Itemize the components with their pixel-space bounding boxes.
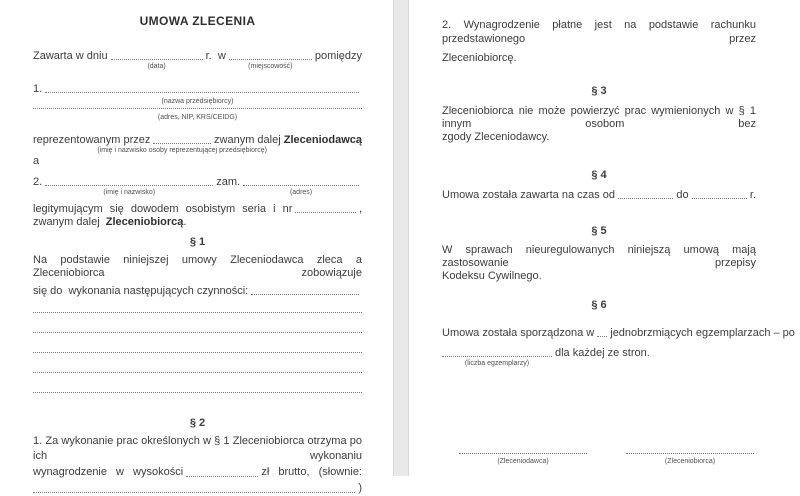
contractor-period: . — [183, 216, 187, 228]
section-1-line-2 — [33, 285, 362, 298]
contractor-term: Zleceniobiorcą — [105, 216, 184, 228]
section-4-text-pre: Umowa została zawarta na czas od — [442, 189, 616, 201]
tasks-blank-line-1 — [33, 298, 362, 313]
copies-hint-label: (liczba egzemplarzy) — [464, 360, 530, 367]
representative-text-mid: zwanym dalej — [214, 134, 281, 146]
contractor-text-pre: zwanym dalej — [33, 216, 100, 228]
document-page-1 — [0, 0, 393, 494]
section-6-heading: § 6 — [591, 299, 607, 311]
conjunction-a: a — [33, 155, 40, 167]
id-card-comma: , — [358, 203, 362, 215]
clause-2-line-1: 2. Wynagrodzenie płatne jest na podstawie rachunku przedstawionego przez — [442, 19, 756, 45]
section-2-heading: § 2 — [189, 417, 206, 429]
principal-signature-block — [459, 453, 587, 466]
company-name-blank — [45, 92, 359, 93]
tasks-blank-line-4 — [33, 353, 362, 373]
party1-number: 1. — [33, 83, 43, 95]
section-6-line-1 — [442, 326, 795, 340]
date-blank — [111, 59, 203, 70]
section-6-text-b: jednobrzmiących egzemplarzach – po — [610, 327, 795, 339]
section-5-line-1: W sprawach nieuregulowanych niniejszą umową mają zastosowanie przepisy — [442, 244, 756, 269]
section-5-heading: § 5 — [591, 225, 607, 237]
signatures-row — [442, 453, 756, 466]
principal-signature-line — [459, 453, 587, 454]
id-card-line — [33, 203, 362, 216]
representative-line — [33, 133, 362, 154]
date-hint-label: (data) — [147, 63, 166, 70]
section-2-text-a: wynagrodzenie w wysokości — [33, 466, 184, 478]
clause-2-line-2: Zleceniobiorcę. — [442, 52, 517, 64]
amount-words-blank — [33, 492, 355, 493]
party2-line — [33, 175, 362, 196]
date-to-blank — [692, 198, 747, 199]
intro-text-mid: r. w — [205, 50, 226, 62]
company-address-blank — [33, 108, 362, 109]
principal-signature-label: (Zleceniodawca) — [497, 458, 549, 465]
date-from-blank — [618, 198, 673, 199]
copies-blank — [442, 356, 552, 367]
copies-count-blank — [597, 336, 607, 337]
section-2-line-3 — [33, 481, 362, 496]
representative-hint-label: (imię i nazwisko osoby reprezentującej przedsiębiorcę) — [97, 147, 268, 154]
document-page-2 — [409, 0, 800, 476]
amount-blank — [186, 476, 258, 477]
section-1-text: się do wykonania następujących czynności: — [33, 285, 249, 297]
party2-number: 2. — [33, 176, 43, 188]
party2-name-hint-label: (imię i nazwisko) — [103, 189, 156, 196]
section-6-line-2 — [442, 346, 756, 367]
id-number-blank — [295, 212, 356, 213]
document-title: UMOWA ZLECENIA — [139, 14, 256, 28]
section-2-closing-paren: ) — [358, 482, 362, 494]
section-6-text-a: Umowa została sporządzona w — [442, 327, 595, 339]
tasks-blank-line-5 — [33, 373, 362, 393]
section-4-heading: § 4 — [591, 169, 607, 181]
party2-name-blank — [45, 185, 213, 196]
intro-text-pre: Zawarta w dniu — [33, 50, 108, 62]
section-3-heading: § 3 — [591, 85, 607, 97]
company-name-hint-label: (nazwa przedsiębiorcy) — [161, 98, 234, 105]
intro-line — [33, 49, 362, 70]
contractor-term-line — [33, 216, 362, 229]
section-2-line-2 — [33, 465, 362, 480]
section-4-text-mid: do — [676, 189, 689, 201]
section-2-text-b: zł brutto, (słownie: — [261, 466, 362, 478]
section-2-line-1: 1. Za wykonanie prac określonych w § 1 Zleceniobiorca otrzyma po ich wykonaniu — [33, 435, 362, 462]
contractor-signature-block — [626, 453, 754, 466]
page-divider — [393, 0, 409, 476]
section-5-line-2: Kodeksu Cywilnego. — [442, 270, 542, 282]
party1-name-line — [33, 82, 362, 105]
tasks-blank-line-0 — [251, 294, 359, 295]
section-1-line-1: Na podstawie niniejszej umowy Zleceniodawca zleca a Zleceniobiorca zobowiązuje — [33, 254, 362, 279]
section-4-text-post: r. — [749, 189, 756, 201]
section-4-line — [442, 188, 756, 202]
id-card-text: legitymującym się dowodem osobistym seria i nr — [33, 203, 293, 215]
section-3-line-2: zgody Zleceniodawcy. — [442, 131, 550, 143]
place-hint-label: (miejscowość) — [248, 63, 293, 70]
tasks-blank-line-3 — [33, 333, 362, 353]
company-address-hint-label: (adres, NIP, KRS/CEIDG) — [157, 114, 238, 121]
section-1-heading: § 1 — [189, 236, 206, 248]
principal-term: Zleceniodawcą — [283, 134, 362, 146]
contractor-signature-label: (Zleceniobiorca) — [664, 458, 716, 465]
party2-address-blank — [243, 185, 359, 196]
place-blank — [229, 59, 312, 70]
tasks-blank-line-2 — [33, 313, 362, 333]
intro-text-post: pomiędzy — [314, 50, 362, 62]
representative-text-pre: reprezentowanym przez — [33, 134, 151, 146]
section-3-line-1: Zleceniobiorca nie może powierzyć prac wymienionych w § 1 innym osobom bez — [442, 105, 756, 130]
contractor-signature-line — [626, 453, 754, 454]
party2-zam-text: zam. — [216, 176, 241, 188]
representative-blank — [97, 143, 268, 154]
party1-address-line — [33, 108, 362, 121]
party2-address-hint-label: (adres) — [289, 189, 313, 196]
section-6-text-c: dla każdej ze stron. — [555, 347, 650, 359]
